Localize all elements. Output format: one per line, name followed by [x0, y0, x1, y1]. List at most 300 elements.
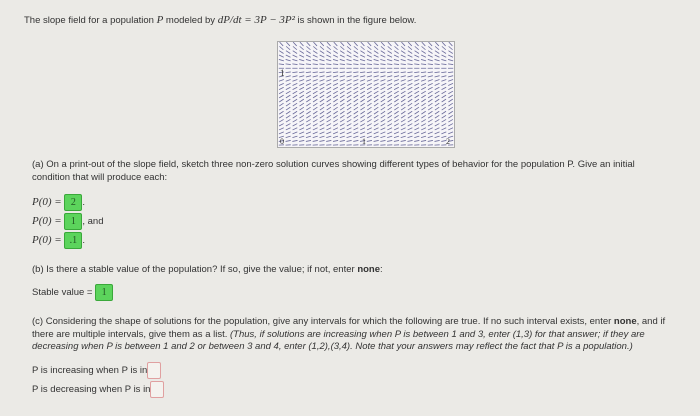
slope-segment	[428, 111, 432, 114]
slope-segment	[388, 103, 392, 106]
slope-segment	[313, 72, 318, 73]
slope-segment	[313, 91, 318, 94]
slope-segment	[306, 95, 310, 98]
slope-segment	[306, 111, 310, 114]
slope-segment	[442, 124, 447, 126]
slope-segment	[300, 42, 304, 46]
answer-row-3: P(0) = .1 .	[32, 231, 85, 250]
slope-segment	[320, 124, 325, 126]
slope-segment	[319, 140, 324, 141]
slope-segment	[401, 95, 405, 98]
slope-segment	[354, 119, 358, 122]
slope-segment	[340, 91, 345, 94]
slope-segment	[421, 99, 425, 102]
slope-segment	[401, 42, 405, 46]
slope-segment	[415, 119, 419, 122]
slope-segment	[306, 124, 311, 126]
slope-segment	[306, 136, 311, 137]
slope-segment	[292, 136, 297, 137]
slope-segment	[414, 55, 419, 57]
slope-segment	[340, 124, 345, 126]
slope-segment	[286, 103, 290, 106]
slope-segment	[326, 136, 331, 137]
slope-segment	[408, 51, 412, 54]
slope-segment	[340, 79, 345, 81]
slope-segment	[442, 99, 446, 102]
slope-segment	[320, 136, 325, 137]
slope-segment	[414, 72, 419, 73]
slope-segment	[340, 103, 344, 106]
slope-segment	[441, 59, 446, 60]
slope-segment	[448, 79, 453, 81]
slope-segment	[414, 76, 419, 77]
slope-segment	[374, 128, 379, 130]
slope-segment	[313, 76, 318, 77]
slope-segment	[394, 119, 398, 122]
slope-segment	[313, 79, 318, 81]
slope-segment	[313, 99, 317, 102]
slope-segment	[407, 64, 412, 65]
slope-segment	[333, 59, 338, 60]
slope-segment	[448, 124, 453, 126]
slope-segment	[374, 59, 379, 60]
slope-segment	[360, 95, 364, 98]
slope-segment	[306, 87, 311, 89]
slope-segment	[327, 95, 331, 98]
slope-segment	[327, 111, 331, 114]
slope-segment	[401, 79, 406, 81]
slope-segment	[381, 124, 386, 126]
slope-segment	[353, 59, 358, 60]
slope-segment	[286, 95, 290, 98]
slope-segment	[367, 132, 372, 134]
slope-segment	[313, 111, 317, 114]
slope-segment	[387, 140, 392, 141]
slope-segment	[421, 79, 426, 81]
slope-segment	[347, 132, 352, 134]
slope-segment	[299, 128, 304, 130]
slope-segment	[401, 128, 406, 130]
slope-segment	[401, 119, 405, 122]
slope-segment	[381, 107, 385, 110]
slope-segment	[428, 115, 432, 118]
slope-segment	[306, 83, 311, 85]
slope-segment	[286, 42, 290, 46]
slope-segment	[428, 107, 432, 110]
slope-segment	[326, 79, 331, 81]
slope-segment	[401, 132, 406, 134]
slope-segment	[313, 107, 317, 110]
slope-segment	[326, 72, 331, 73]
slope-segment	[299, 72, 304, 73]
answer-input-1[interactable]: 2	[64, 194, 82, 211]
slope-segment	[421, 107, 425, 110]
slope-segment	[326, 83, 331, 85]
slope-segment	[354, 115, 358, 118]
slope-segment	[353, 140, 358, 141]
slope-segment	[333, 111, 337, 114]
slope-segment	[401, 59, 406, 60]
slope-segment	[299, 64, 304, 65]
slope-segment	[280, 42, 284, 46]
slope-segment	[360, 59, 365, 60]
slope-segment	[367, 59, 372, 60]
slope-segment	[374, 107, 378, 110]
slope-segment	[408, 124, 413, 126]
slope-segment	[415, 42, 419, 46]
slope-segment	[313, 46, 317, 49]
slope-segment	[442, 46, 446, 49]
slope-segment	[421, 119, 425, 122]
slope-segment	[435, 140, 440, 141]
slope-segment	[353, 128, 358, 130]
slope-segment	[299, 83, 304, 85]
slope-segment	[421, 95, 425, 98]
slope-segment	[286, 76, 291, 77]
slope-segment	[326, 64, 331, 65]
slope-segment	[320, 132, 325, 134]
slope-segment	[340, 99, 344, 102]
slope-segment	[408, 107, 412, 110]
slope-segment	[401, 115, 405, 118]
slope-segment	[306, 79, 311, 81]
slope-segment	[286, 111, 290, 114]
slope-segment	[347, 51, 351, 54]
slope-segment	[360, 119, 364, 122]
slope-segment	[394, 99, 398, 102]
slope-segment	[320, 46, 324, 49]
slope-segment	[401, 83, 406, 85]
slope-segment	[421, 136, 426, 137]
slope-segment	[313, 136, 318, 137]
slope-segment	[326, 132, 331, 134]
slope-segment	[361, 46, 365, 49]
slope-segment	[286, 59, 291, 60]
slope-segment	[333, 91, 338, 94]
slope-segment	[435, 46, 439, 49]
slope-segment	[435, 111, 439, 114]
slope-segment	[320, 42, 324, 46]
slope-segment	[367, 124, 372, 126]
slope-segment	[347, 99, 351, 102]
slope-segment	[374, 140, 379, 141]
stable-value-input[interactable]: 1	[95, 284, 113, 301]
slope-segment	[422, 46, 426, 49]
slope-segment	[320, 79, 325, 81]
slope-segment	[388, 46, 392, 49]
slope-segment	[293, 42, 297, 46]
slope-segment	[401, 87, 406, 89]
slope-segment	[414, 87, 419, 89]
slope-segment	[428, 87, 433, 89]
slope-segment	[401, 91, 406, 94]
slope-segment	[448, 111, 452, 114]
slope-segment	[394, 140, 399, 141]
slope-segment	[299, 76, 304, 77]
slope-segment	[421, 72, 426, 73]
slope-segment	[428, 124, 433, 126]
slope-segment	[441, 132, 446, 134]
slope-segment	[333, 119, 337, 122]
slope-segment	[353, 136, 358, 137]
slope-segment	[286, 132, 291, 134]
slope-segment	[300, 107, 304, 110]
slope-segment	[340, 95, 344, 98]
slope-segment	[401, 124, 406, 126]
slope-segment	[428, 55, 433, 57]
slope-segment	[381, 115, 385, 118]
slope-segment	[340, 83, 345, 85]
slope-segment	[374, 64, 379, 65]
slope-segment	[428, 136, 433, 137]
slope-segment	[374, 55, 379, 57]
slope-segment	[367, 55, 372, 57]
answer-input-2[interactable]: 1	[64, 213, 82, 230]
slope-segment	[414, 59, 419, 60]
slope-segment	[448, 83, 453, 85]
slope-segment	[374, 87, 379, 89]
slope-segment	[408, 128, 413, 130]
slope-segment	[428, 103, 432, 106]
slope-segment	[279, 79, 284, 81]
slope-segment	[367, 136, 372, 137]
slope-segment	[374, 95, 378, 98]
slope-segment	[306, 140, 311, 141]
slope-segment	[293, 91, 298, 94]
slope-segment	[374, 132, 379, 134]
slope-segment	[435, 42, 439, 46]
slope-segment	[286, 83, 291, 85]
slope-segment	[286, 79, 291, 81]
slope-segment	[387, 83, 392, 85]
slope-segment	[448, 103, 452, 106]
increasing-input[interactable]	[147, 362, 161, 379]
slope-segment	[387, 95, 391, 98]
slope-segment	[313, 64, 318, 65]
slope-segment	[435, 91, 440, 94]
slope-segment	[394, 83, 399, 85]
slope-segment	[326, 76, 331, 77]
slope-segment	[381, 46, 385, 49]
slope-segment	[347, 55, 352, 57]
intro-text: The slope field for a population P modeled by dP/dt = 3P − 3P² is shown in the figure below.	[24, 14, 417, 26]
slope-segment	[299, 140, 304, 141]
slope-segment	[353, 72, 358, 73]
slope-segment	[327, 42, 331, 46]
slope-segment	[340, 46, 344, 49]
slope-segment	[414, 128, 419, 130]
slope-segment	[380, 136, 385, 137]
slope-segment	[435, 132, 440, 134]
slope-segment	[354, 111, 358, 114]
slope-segment	[448, 132, 453, 134]
slope-segment	[435, 128, 440, 130]
slope-segment	[442, 42, 446, 46]
slope-segment	[347, 42, 351, 46]
slope-segment	[380, 79, 385, 81]
slope-segment	[333, 115, 337, 118]
slope-segment	[300, 103, 304, 106]
slope-segment	[415, 91, 420, 94]
slope-segment	[435, 83, 440, 85]
slope-segment	[292, 76, 297, 77]
slope-segment	[381, 128, 386, 130]
slope-segment	[306, 91, 311, 94]
slope-segment	[428, 132, 433, 134]
slope-segment	[394, 128, 399, 130]
slope-segment	[347, 64, 352, 65]
slope-segment	[313, 115, 317, 118]
slope-segment	[320, 99, 324, 102]
slope-segment	[347, 136, 352, 137]
slope-segment	[441, 55, 446, 57]
slope-segment	[340, 59, 345, 60]
slope-segment	[340, 119, 344, 122]
slope-segment	[340, 72, 345, 73]
slope-segment	[374, 91, 379, 94]
slope-segment	[333, 51, 337, 54]
slope-segment	[415, 103, 419, 106]
slope-segment	[367, 107, 371, 110]
slope-segment	[388, 111, 392, 114]
slope-segment	[414, 136, 419, 137]
slope-segment	[347, 119, 351, 122]
stable-row: Stable value = 1	[32, 284, 113, 302]
slope-segment	[360, 55, 365, 57]
slope-segment	[360, 115, 364, 118]
answer-input-3[interactable]: .1	[64, 232, 82, 249]
decreasing-input[interactable]	[150, 381, 164, 398]
slope-segment	[333, 64, 338, 65]
slope-segment	[340, 76, 345, 77]
slope-segment	[374, 76, 379, 77]
slope-segment	[286, 136, 291, 137]
slope-segment	[408, 132, 413, 134]
slope-segment	[415, 46, 419, 49]
slope-segment	[320, 128, 325, 130]
slope-segment	[333, 72, 338, 73]
slope-segment	[333, 103, 337, 106]
slope-segment	[414, 64, 419, 65]
slope-segment	[293, 111, 297, 114]
slope-segment	[327, 51, 331, 54]
slope-segment	[394, 76, 399, 77]
slope-segment	[360, 72, 365, 73]
slope-segment	[374, 99, 378, 102]
slope-segment	[401, 51, 405, 54]
slope-segment	[381, 83, 386, 85]
slope-segment	[360, 87, 365, 89]
slope-segment	[293, 107, 297, 110]
slope-segment	[313, 140, 318, 141]
slope-segment	[387, 124, 392, 126]
slope-segment	[313, 119, 317, 122]
slope-segment	[353, 76, 358, 77]
slope-segment	[381, 55, 386, 57]
slope-segment	[381, 51, 385, 54]
slope-segment	[394, 87, 399, 89]
slope-segment	[414, 140, 419, 141]
slope-segment	[353, 55, 358, 57]
slope-segment	[292, 79, 297, 81]
slope-segment	[286, 87, 291, 89]
slope-segment	[448, 95, 452, 98]
slope-segment	[380, 64, 385, 65]
slope-segment	[313, 83, 318, 85]
slope-segment	[361, 42, 365, 46]
slope-segment	[367, 140, 372, 141]
slope-segment	[299, 136, 304, 137]
slope-segment	[380, 72, 385, 73]
slope-segment	[441, 64, 446, 65]
slope-segment	[408, 83, 413, 85]
slope-segment	[300, 99, 304, 102]
slope-segment	[394, 59, 399, 60]
slope-segment	[428, 140, 433, 141]
slope-segment	[388, 42, 392, 46]
slope-segment	[286, 64, 291, 65]
slope-segment	[347, 111, 351, 114]
slope-segment	[279, 132, 284, 134]
slope-segment	[320, 95, 324, 98]
slope-segment	[360, 124, 365, 126]
slope-segment	[327, 103, 331, 106]
slope-segment	[367, 51, 371, 54]
x-tick-label: 0	[280, 137, 284, 146]
slope-segment	[367, 46, 371, 49]
slope-segment	[429, 42, 433, 46]
slope-segment	[279, 107, 283, 110]
slope-segment	[387, 59, 392, 60]
slope-segment	[387, 119, 391, 122]
slope-segment	[286, 124, 291, 126]
slope-segment	[421, 140, 426, 141]
slope-segment	[428, 128, 433, 130]
slope-segment	[367, 111, 371, 114]
slope-segment	[394, 51, 398, 54]
slope-segment	[394, 79, 399, 81]
slope-segment	[353, 132, 358, 134]
slope-segment	[394, 107, 398, 110]
slope-segment	[421, 55, 426, 57]
slope-segment	[299, 115, 303, 118]
slope-segment	[293, 99, 297, 102]
slope-segment	[320, 51, 324, 54]
slope-segment	[313, 95, 317, 98]
slope-segment	[387, 64, 392, 65]
slope-segment	[401, 107, 405, 110]
slope-segment	[286, 99, 290, 102]
slope-segment	[313, 128, 318, 130]
slope-segment	[422, 42, 426, 46]
slope-segment	[374, 72, 379, 73]
slope-segment	[326, 140, 331, 141]
slope-segment	[374, 103, 378, 106]
slope-segment	[347, 140, 352, 141]
slope-segment	[435, 87, 440, 89]
slope-segment	[394, 136, 399, 137]
slope-segment	[367, 95, 371, 98]
slope-segment	[435, 124, 440, 126]
slope-segment	[448, 115, 452, 118]
slope-segment	[306, 55, 311, 57]
slope-segment	[381, 111, 385, 114]
slope-segment	[449, 42, 453, 46]
answer-row-2: P(0) = 1 , and	[32, 212, 104, 231]
slope-segment	[360, 76, 365, 77]
slope-segment	[313, 42, 317, 46]
slope-segment	[428, 46, 432, 49]
